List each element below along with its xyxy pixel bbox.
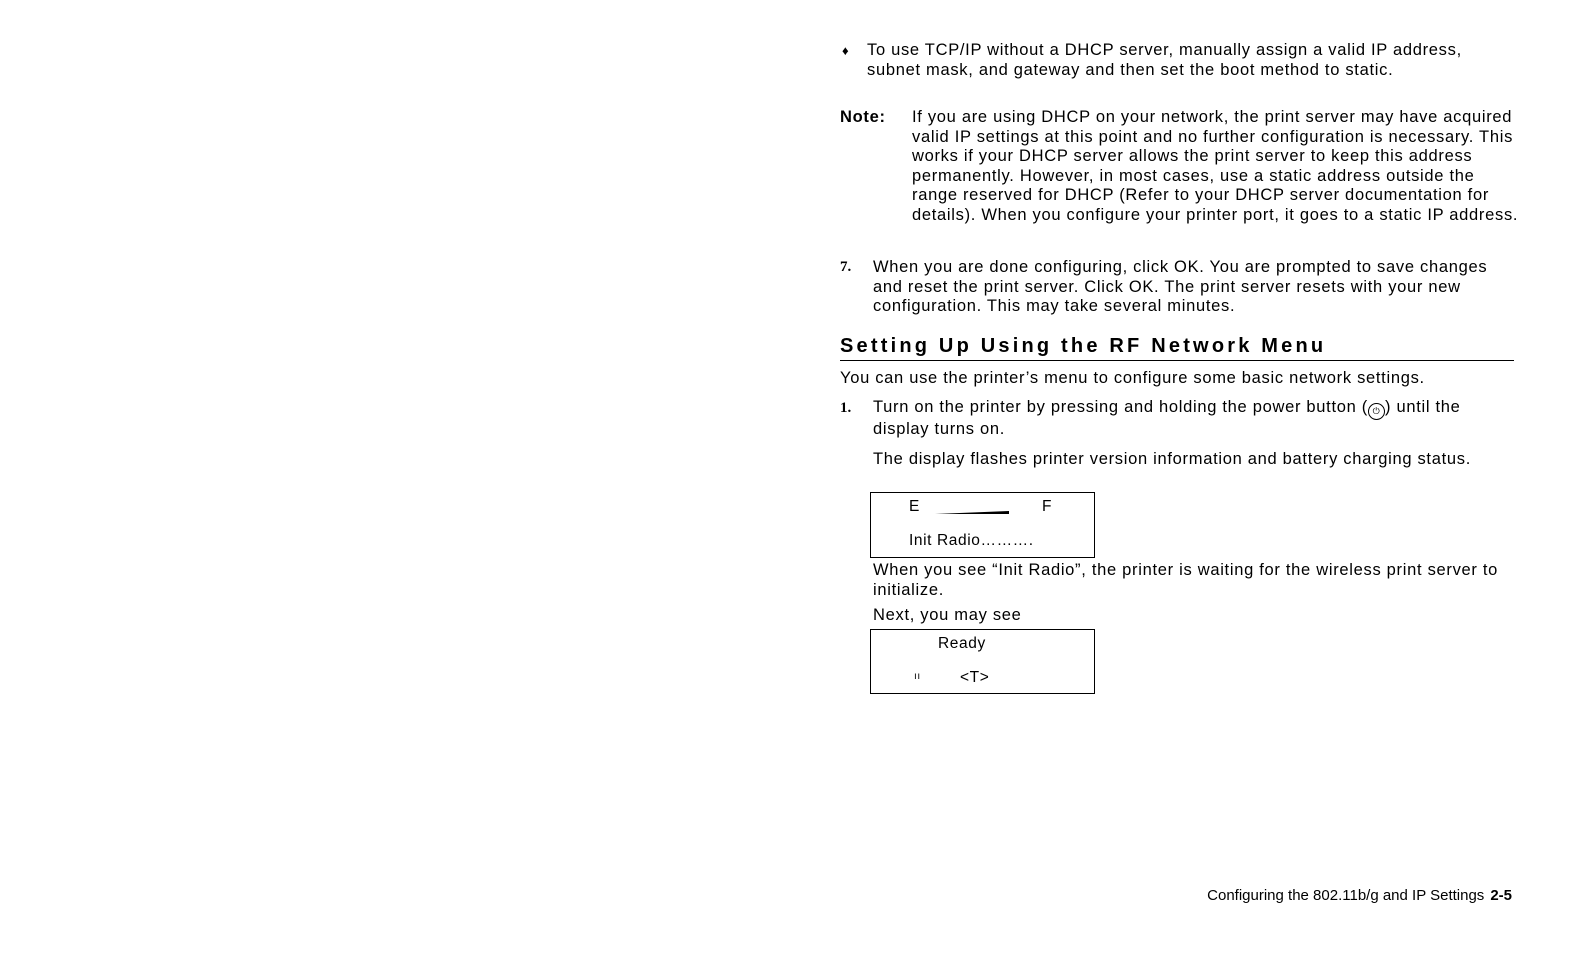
- step-1-text-end: ) until the display turns on.: [873, 398, 1461, 438]
- step-1-text: [873, 398, 1503, 440]
- next-you-may-see: Next, you may see: [873, 606, 1022, 624]
- display-flash-text: The display flashes printer version information and battery charging status.: [873, 450, 1471, 468]
- ready-text: Ready: [938, 635, 986, 652]
- signal-icon: ıı: [914, 671, 921, 682]
- battery-full-label: F: [1042, 498, 1053, 515]
- step-7-number: 7.: [840, 259, 852, 275]
- note-label: Note:: [840, 108, 886, 126]
- page-number: 2-5: [1490, 887, 1512, 904]
- footer-title: Configuring the 802.11b/g and IP Settings: [1207, 887, 1485, 904]
- lcd-display-ready: [870, 629, 1095, 694]
- step-1-text-start: Turn on the printer by pressing and holding the power button (: [873, 398, 1368, 416]
- section-heading: Setting Up Using the RF Network Menu: [840, 335, 1514, 361]
- bullet-text: To use TCP/IP without a DHCP server, manually assign a valid IP address, subnet mask, and gateway and then set the boot method to static.: [867, 41, 1462, 79]
- init-radio-text: Init Radio……….: [909, 532, 1034, 549]
- battery-empty-label: E: [909, 498, 920, 515]
- step-1-number: 1.: [840, 400, 852, 416]
- status-t-text: <T>: [960, 669, 990, 686]
- lcd-display-init: [870, 492, 1095, 558]
- power-icon: ⏻: [1368, 403, 1385, 420]
- bullet-marker: ♦: [842, 43, 849, 58]
- step-7-text: When you are done configuring, click OK. You are prompted to save changes and reset the print server. Click OK. The print server resets with your new configuration. This may take several minutes.: [873, 258, 1488, 316]
- page-footer: [1207, 887, 1512, 904]
- note-text: If you are using DHCP on your network, the print server may have acquired valid IP settings at this point and no further configuration is necessary. This works if your DHCP server allows the print server to keep this address permanently. However, in most cases, use a static address outside the range reserved for DHCP (Refer to your DHCP server documentation for details). When you configure your printer port, it goes to a static IP address.: [912, 108, 1519, 224]
- battery-level-icon: [933, 507, 1011, 515]
- section-intro: You can use the printer’s menu to configure some basic network settings.: [840, 369, 1425, 387]
- init-radio-explanation: When you see “Init Radio”, the printer is waiting for the wireless print server to initialize.: [873, 561, 1499, 599]
